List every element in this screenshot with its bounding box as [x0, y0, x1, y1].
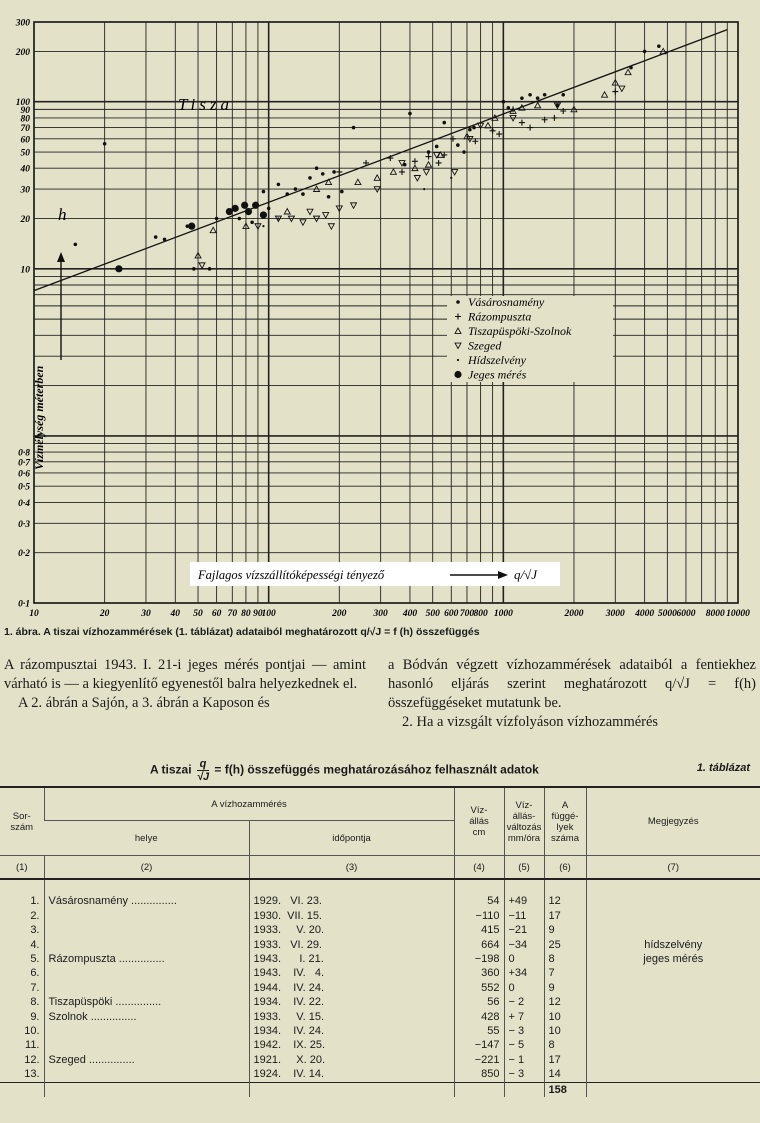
- data-point: [321, 172, 325, 176]
- row-note: [586, 1024, 760, 1038]
- data-point: [502, 100, 506, 104]
- data-point: [456, 143, 460, 147]
- data-point: [423, 188, 425, 190]
- row-water-level: 360: [454, 966, 504, 980]
- row-verticals: 8: [544, 1038, 586, 1052]
- row-verticals: 7: [544, 966, 586, 980]
- series-v-s-rosnam-ny: [74, 44, 661, 270]
- y-tick-label: 0·4: [18, 498, 30, 509]
- header-vizhozammeres: A vízhozammérés: [44, 787, 454, 821]
- row-verticals: 12: [544, 894, 586, 908]
- row-date: 1924. IV. 14.: [249, 1067, 454, 1082]
- data-point: [454, 371, 461, 378]
- data-point: [355, 179, 361, 184]
- y-tick-label: 70: [20, 124, 30, 135]
- row-water-level: −198: [454, 952, 504, 966]
- fraction-denominator: √J: [196, 771, 210, 783]
- data-point: [452, 170, 458, 175]
- data-point: [450, 177, 452, 179]
- legend-label: Szeged: [468, 338, 502, 353]
- data-point: [232, 205, 239, 212]
- data-point: [192, 267, 196, 271]
- table-row: [0, 1053, 760, 1067]
- row-change: − 1: [504, 1053, 544, 1067]
- legend-label: Vásárosnamény: [468, 295, 545, 309]
- table-row: [0, 995, 760, 1009]
- x-tick-label: 10000: [726, 609, 750, 619]
- row-date: 1943. IV. 4.: [249, 966, 454, 980]
- table-row: [0, 1038, 760, 1052]
- x-tick-label: 2000: [564, 609, 584, 619]
- row-change: −34: [504, 938, 544, 952]
- y-tick-label: 10: [20, 265, 30, 276]
- x-tick-label: 500: [425, 609, 440, 619]
- total-row: [0, 1082, 760, 1097]
- table-body: [0, 879, 760, 1097]
- row-change: 0: [504, 952, 544, 966]
- table-row: [0, 952, 760, 966]
- data-point: [520, 96, 524, 100]
- table-row: [0, 909, 760, 923]
- y-tick-label: 80: [20, 114, 30, 125]
- row-note: [586, 1038, 760, 1052]
- table-row: [0, 981, 760, 995]
- series-jeges-m-r-s: [115, 202, 267, 273]
- text-column-right: [388, 656, 756, 732]
- data-point: [427, 150, 431, 154]
- y-tick-label: 20: [20, 215, 30, 226]
- row-date: 1933. VI. 29.: [249, 938, 454, 952]
- data-point: [332, 170, 336, 174]
- row-date: 1944. IV. 24.: [249, 981, 454, 995]
- data-point: [284, 209, 290, 214]
- x-tick-label: 100: [261, 609, 276, 619]
- row-place: [44, 1024, 249, 1038]
- data-point: [543, 93, 547, 97]
- row-number: 4.: [30, 938, 40, 951]
- data-point: [435, 145, 439, 149]
- row-note: [586, 981, 760, 995]
- y-tick-label: 30: [20, 185, 30, 196]
- x-tick-label: 3000: [605, 609, 625, 619]
- row-date: 1943. I. 21.: [249, 952, 454, 966]
- row-place: [44, 923, 249, 937]
- row-change: − 5: [504, 1038, 544, 1052]
- x-tick-label: 8000: [705, 609, 725, 619]
- row-change: + 7: [504, 1010, 544, 1024]
- row-water-level: 415: [454, 923, 504, 937]
- y-axis-symbol: h: [58, 205, 67, 224]
- y-tick-label: 200: [15, 47, 30, 58]
- row-note: [586, 1010, 760, 1024]
- data-point: [300, 220, 306, 225]
- data-point: [399, 169, 405, 175]
- row-date: 1921. X. 20.: [249, 1053, 454, 1067]
- y-tick-label: 0·1: [18, 599, 30, 610]
- row-verticals: 9: [544, 923, 586, 937]
- row-note: [586, 966, 760, 980]
- data-point: [208, 267, 212, 271]
- data-point: [536, 96, 540, 100]
- data-point: [426, 162, 432, 167]
- data-point: [560, 108, 566, 114]
- data-point: [423, 170, 429, 175]
- x-tick-label: 10: [29, 609, 39, 619]
- row-date: 1930. VII. 15.: [249, 909, 454, 923]
- data-point: [307, 209, 313, 214]
- data-point: [74, 243, 78, 247]
- data-point: [507, 106, 511, 110]
- data-point: [456, 300, 460, 304]
- row-number: 5.: [30, 953, 40, 966]
- header-valtozas: Víz- állás- változás mm/óra: [504, 787, 544, 856]
- row-water-level: 56: [454, 995, 504, 1009]
- row-place: [44, 1038, 249, 1052]
- row-number: 8.: [30, 996, 40, 1009]
- x-tick-label: 60: [211, 609, 222, 619]
- row-verticals: 14: [544, 1067, 586, 1082]
- data-point: [277, 183, 281, 187]
- x-tick-label: 200: [332, 609, 347, 619]
- row-number: 10.: [24, 1025, 40, 1038]
- legend-label: Jeges mérés: [468, 367, 527, 382]
- x-tick-label: 40: [170, 609, 181, 619]
- row-water-level: −221: [454, 1053, 504, 1067]
- row-note: [586, 1067, 760, 1082]
- data-point: [336, 169, 342, 175]
- row-note: [586, 923, 760, 937]
- data-point: [408, 112, 412, 116]
- x-tick-label: 600: [444, 609, 459, 619]
- data-point: [612, 89, 618, 95]
- row-water-level: 552: [454, 981, 504, 995]
- data-point: [643, 50, 647, 54]
- x-axis-formula: q/√J: [514, 567, 538, 582]
- x-axis-label: Fajlagos vízszállítóképességi tényező: [198, 568, 385, 582]
- data-point: [457, 359, 459, 361]
- data-point: [551, 115, 557, 121]
- data-point: [414, 176, 420, 181]
- legend-label: Rázompuszta: [468, 309, 532, 324]
- x-tick-label: 80: [241, 609, 251, 619]
- y-tick-label: 0·8: [18, 448, 30, 459]
- y-tick-label: 300: [15, 18, 30, 29]
- y-tick-label: 0·3: [18, 519, 30, 530]
- data-point: [199, 263, 205, 268]
- header-megjegyzes: Megjegyzés: [586, 787, 760, 856]
- row-place: [44, 981, 249, 995]
- row-verticals: 25: [544, 938, 586, 952]
- data-point: [154, 235, 158, 239]
- row-date: 1929. VI. 23.: [249, 894, 454, 908]
- table-row: [0, 1024, 760, 1038]
- y-tick-label: 50: [20, 148, 30, 159]
- header-col-number: (1): [0, 856, 44, 880]
- header-col-number: (6): [544, 856, 586, 880]
- data-point: [602, 92, 608, 97]
- data-point: [250, 220, 254, 224]
- data-point: [625, 69, 631, 74]
- table-row: [0, 1067, 760, 1082]
- y-tick-label: 60: [20, 135, 30, 146]
- row-change: +49: [504, 894, 544, 908]
- row-verticals: 10: [544, 1010, 586, 1024]
- y-tick-label: 40: [20, 164, 30, 175]
- data-point: [519, 120, 525, 126]
- data-point: [245, 208, 252, 215]
- data-point: [301, 192, 305, 196]
- paragraph: a Bódván végzett vízhozammérések adataiból a fentiekhez hasonló eljárás szerint meghatározott q/√J = f(h) összefüggéseket mutatunk be.: [388, 657, 756, 711]
- row-place: Tiszapüspöki ...............: [44, 995, 249, 1009]
- header-col-number: (5): [504, 856, 544, 880]
- row-verticals: 12: [544, 995, 586, 1009]
- row-number: 3.: [30, 924, 40, 937]
- x-tick-label: 300: [373, 609, 388, 619]
- row-number: 12.: [24, 1053, 40, 1066]
- data-point: [323, 213, 329, 218]
- text-column-left: [4, 656, 366, 713]
- legend-label: Hídszelvény: [468, 353, 526, 367]
- data-point: [426, 154, 432, 160]
- data-point: [374, 175, 380, 180]
- row-verticals: 9: [544, 981, 586, 995]
- data-point: [103, 142, 107, 146]
- data-point: [260, 211, 267, 218]
- data-point: [238, 217, 242, 221]
- x-tick-label: 6000: [676, 609, 696, 619]
- data-point: [351, 203, 357, 208]
- row-number: 13.: [24, 1068, 40, 1081]
- data-point: [308, 176, 312, 180]
- y-tick-label: 0·5: [18, 482, 30, 493]
- row-note: hídszelvény: [586, 938, 760, 952]
- x-tick-label: 30: [141, 609, 151, 619]
- row-place: Vásárosnamény ...............: [44, 894, 249, 908]
- row-place: Szolnok ...............: [44, 1010, 249, 1024]
- row-date: 1934. IV. 24.: [249, 1024, 454, 1038]
- table-row: [0, 1010, 760, 1024]
- table-row: [0, 923, 760, 937]
- row-number: 11.: [25, 1039, 40, 1052]
- table-title-post: = f(h) összefüggés meghatározásához felhasznált adatok: [214, 762, 539, 777]
- paragraph: A rázompusztai 1943. I. 21-i jeges mérés pontjai — amint várható is — a kiegyenlítő egyenestől balra helyezkednek el.: [4, 657, 366, 692]
- data-point: [340, 190, 344, 194]
- data-point: [436, 160, 442, 166]
- row-water-level: 55: [454, 1024, 504, 1038]
- data-point: [210, 227, 216, 232]
- row-date: 1934. IV. 22.: [249, 995, 454, 1009]
- data-point: [472, 126, 476, 130]
- row-water-level: 428: [454, 1010, 504, 1024]
- row-note: [586, 1053, 760, 1067]
- data-point: [485, 123, 491, 128]
- data-point: [442, 121, 446, 125]
- data-point: [315, 166, 319, 170]
- table-id: 1. táblázat: [696, 762, 750, 774]
- title-fraction: [197, 758, 209, 783]
- row-place: [44, 938, 249, 952]
- data-point: [528, 93, 532, 97]
- row-verticals: 8: [544, 952, 586, 966]
- data-point: [163, 238, 167, 242]
- x-tick-label: 70: [227, 609, 238, 619]
- total-verticals: 158: [544, 1082, 586, 1097]
- fraction-numerator: q: [197, 758, 209, 771]
- row-water-level: −147: [454, 1038, 504, 1052]
- row-verticals: 17: [544, 909, 586, 923]
- data-point: [215, 217, 219, 221]
- legend-label: Tiszapüspöki-Szolnok: [468, 324, 572, 338]
- data-point: [462, 150, 466, 154]
- x-tick-label: 700: [459, 609, 475, 619]
- header-col-number: (4): [454, 856, 504, 880]
- row-change: 0: [504, 981, 544, 995]
- data-point: [468, 128, 472, 132]
- row-number: 9.: [30, 1010, 40, 1023]
- x-tick-label: 800: [473, 609, 488, 619]
- y-arrow-head: [57, 252, 65, 262]
- legend: [447, 295, 613, 382]
- data-point: [115, 265, 122, 272]
- data-point: [188, 223, 195, 230]
- data-point: [328, 224, 334, 229]
- data-point: [262, 190, 266, 194]
- header-sorszam: Sor- szám: [0, 787, 44, 856]
- row-change: −11: [504, 909, 544, 923]
- row-date: 1933. V. 15.: [249, 1010, 454, 1024]
- x-tick-label: 90: [253, 609, 263, 619]
- row-change: +34: [504, 966, 544, 980]
- paragraph: 2. Ha a vizsgált vízfolyáson vízhozammérés: [402, 714, 659, 730]
- figure-caption: 1. ábra. A tiszai vízhozammérések (1. táblázat) adataiból meghatározott q/√J = f (h) összefüggés: [4, 626, 480, 638]
- data-point: [657, 44, 661, 48]
- y-axis-label: Vízmélység méterben: [32, 365, 46, 470]
- header-col-number: (3): [249, 856, 454, 880]
- row-verticals: 17: [544, 1053, 586, 1067]
- data-point: [294, 187, 298, 191]
- x-tick-label: 400: [402, 609, 418, 619]
- data-table: [0, 786, 760, 1097]
- y-tick-label: 0·7: [18, 458, 30, 469]
- data-point: [390, 169, 396, 174]
- header-idopontja: időpontja: [249, 821, 454, 856]
- row-note: jeges mérés: [586, 952, 760, 966]
- data-point: [262, 225, 264, 227]
- x-tick-label: 1000: [493, 609, 513, 619]
- data-point: [267, 207, 271, 211]
- table-row: [0, 966, 760, 980]
- x-tick-label: 4000: [635, 609, 655, 619]
- y-tick-label: 90: [20, 105, 30, 116]
- y-tick-label: 0·6: [18, 469, 30, 480]
- data-point: [561, 93, 565, 97]
- data-point: [412, 158, 418, 164]
- data-point: [327, 195, 331, 199]
- data-point: [252, 202, 259, 209]
- row-note: [586, 894, 760, 908]
- row-water-level: 54: [454, 894, 504, 908]
- x-tick-label: 5000: [657, 609, 677, 619]
- series-h-dszelv-ny: [262, 129, 493, 228]
- row-place: [44, 909, 249, 923]
- row-number: 7.: [30, 981, 40, 994]
- table-row: [0, 938, 760, 952]
- row-place: Rázompuszta ...............: [44, 952, 249, 966]
- row-water-level: −110: [454, 909, 504, 923]
- data-point: [629, 66, 633, 70]
- data-point: [491, 129, 493, 131]
- table-row: [0, 894, 760, 908]
- header-helye: helye: [44, 821, 249, 856]
- data-point: [527, 125, 533, 131]
- row-change: − 3: [504, 1024, 544, 1038]
- row-water-level: 664: [454, 938, 504, 952]
- row-note: [586, 909, 760, 923]
- data-point: [285, 192, 289, 196]
- table-title: [0, 748, 760, 782]
- row-place: Szeged ...............: [44, 1053, 249, 1067]
- data-point: [352, 126, 356, 130]
- header-fuggelyek: A függé- lyek száma: [544, 787, 586, 856]
- series-szeged: [199, 86, 625, 268]
- row-date: 1933. V. 20.: [249, 923, 454, 937]
- header-col-number: (7): [586, 856, 760, 880]
- row-change: −21: [504, 923, 544, 937]
- data-point: [619, 86, 625, 91]
- row-place: [44, 966, 249, 980]
- row-water-level: 850: [454, 1067, 504, 1082]
- y-tick-label: 100: [15, 98, 30, 109]
- x-tick-label: 50: [193, 609, 203, 619]
- header-vizallas: Víz- állás cm: [454, 787, 504, 856]
- data-point: [277, 217, 279, 219]
- row-number: 2.: [30, 909, 40, 922]
- row-verticals: 10: [544, 1024, 586, 1038]
- paragraph: A 2. ábrán a Sajón, a 3. ábrán a Kaposon és: [18, 695, 270, 711]
- row-place: [44, 1067, 249, 1082]
- data-point: [496, 131, 502, 137]
- row-note: [586, 995, 760, 1009]
- row-date: 1942. IX. 25.: [249, 1038, 454, 1052]
- row-change: − 2: [504, 995, 544, 1009]
- data-point: [241, 202, 248, 209]
- data-point: [535, 102, 541, 107]
- row-change: − 3: [504, 1067, 544, 1082]
- table-title-pre: A tiszai: [150, 762, 192, 777]
- row-number: 1.: [30, 895, 40, 908]
- x-tick-label: 20: [99, 609, 110, 619]
- row-number: 6.: [30, 967, 40, 980]
- header-col-number: (2): [44, 856, 249, 880]
- chart-title: Tisza: [178, 95, 233, 114]
- y-tick-label: 0·2: [18, 549, 30, 560]
